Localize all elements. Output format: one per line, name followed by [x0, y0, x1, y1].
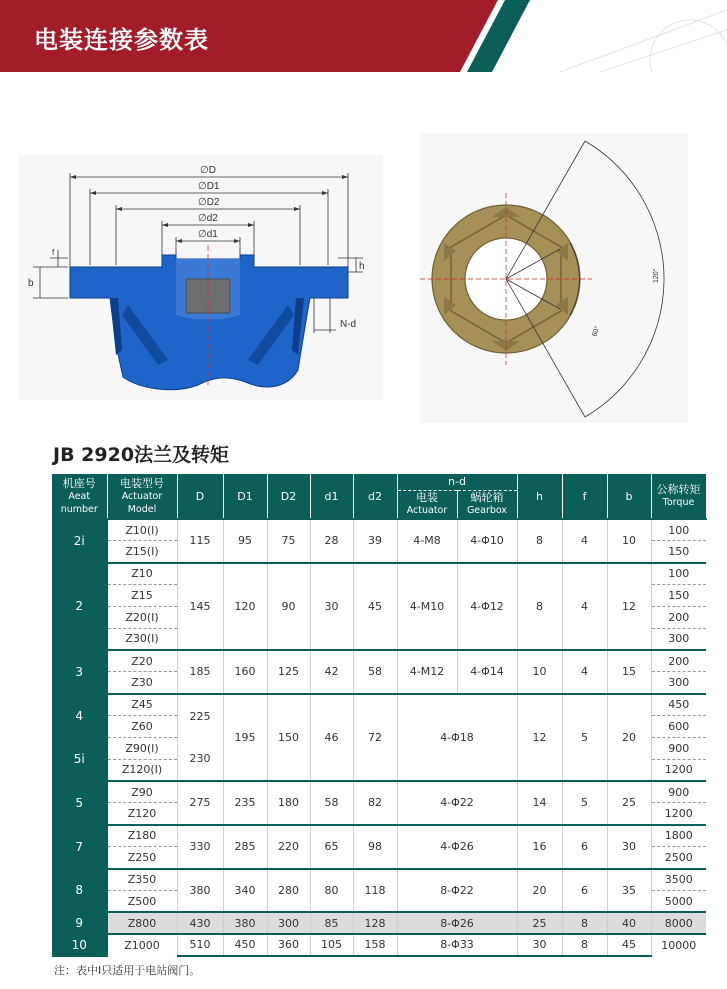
col-seat-header: 机座号 Aeat number	[52, 474, 107, 519]
D1-cell: 195	[223, 694, 267, 781]
footnote: 注：表中I只适用于电站阀门。	[54, 964, 201, 977]
model-cell: Z60	[107, 716, 177, 738]
torque-cell: 1200	[664, 807, 693, 821]
nd-actuator-cell: 4-M8	[397, 519, 457, 563]
D2-cell: 150	[267, 694, 310, 781]
col-actuator-header: 电装 Actuator	[397, 490, 457, 519]
D-cell: 145	[177, 563, 223, 650]
d1-cell: 65	[310, 825, 353, 869]
d2-cell: 39	[353, 519, 397, 563]
nd-cell: 4-Φ26	[397, 825, 517, 869]
flange-top-view-drawing	[420, 133, 688, 423]
torque-cell: 300	[668, 676, 690, 690]
dim-d1-label: ∅d1	[198, 229, 218, 240]
h-cell: 14	[517, 781, 562, 825]
torque-cell: 450	[651, 694, 706, 716]
torque-cell: 900	[651, 737, 706, 759]
model-cell: Z30	[107, 672, 177, 694]
torque-cell: 100	[651, 519, 706, 541]
d1-cell: 85	[310, 912, 353, 934]
f-cell: 4	[562, 563, 607, 650]
flange-torque-table	[52, 474, 707, 957]
nd-gearbox-cell: 4-Φ10	[457, 519, 517, 563]
d1-cell: 28	[310, 519, 353, 563]
f-cell: 8	[562, 912, 607, 934]
model-cell: Z20	[107, 650, 177, 672]
b-cell: 12	[607, 563, 651, 650]
seat-cell: 7	[52, 825, 107, 869]
d2-cell: 98	[353, 825, 397, 869]
D2-cell: 220	[267, 825, 310, 869]
table-row	[52, 519, 706, 541]
model-cell: Z250	[107, 847, 177, 869]
D-cell: 380	[177, 869, 223, 913]
col-gearbox-header: 蜗轮箱 Gearbox	[457, 490, 517, 519]
col-b-header: b	[607, 474, 651, 519]
table-row	[52, 912, 706, 934]
h-cell: 12	[517, 694, 562, 781]
b-cell: 30	[607, 825, 651, 869]
d1-cell: 30	[310, 563, 353, 650]
torque-cell: 100	[651, 563, 706, 585]
D-cell: 330	[177, 825, 223, 869]
dim-f-label: f	[52, 248, 55, 257]
torque-cell: 10000	[651, 934, 706, 956]
col-d2-header: d2	[353, 474, 397, 519]
seat-cell: 3	[52, 650, 107, 694]
model-cell: Z500	[107, 890, 177, 912]
nd-cell: 8-Φ26	[397, 912, 517, 934]
D2-cell: 125	[267, 650, 310, 694]
seat-cell: 8	[52, 869, 107, 913]
f-cell: 4	[562, 650, 607, 694]
d1-cell: 105	[310, 934, 353, 956]
torque-cell: 150	[651, 585, 706, 607]
dim-b-label: b	[28, 278, 34, 289]
model-cell: Z120(I)	[107, 759, 177, 781]
seat-cell: 2i	[52, 519, 107, 563]
model-cell: Z1000	[107, 934, 177, 956]
D1-cell: 95	[223, 519, 267, 563]
torque-cell: 200	[651, 606, 706, 628]
col-D2-header: D2	[267, 474, 310, 519]
h-cell: 8	[517, 563, 562, 650]
torque-cell: 2500	[664, 850, 693, 864]
col-torque-header: 公称转矩 Torque	[651, 474, 706, 519]
nd-cell: 8-Φ22	[397, 869, 517, 913]
torque-cell: 200	[651, 650, 706, 672]
table-row	[52, 694, 706, 716]
model-cell: Z15(I)	[107, 541, 177, 563]
d2-cell: 82	[353, 781, 397, 825]
flange-section-drawing	[18, 155, 383, 400]
d2-cell: 72	[353, 694, 397, 781]
b-cell: 10	[607, 519, 651, 563]
angle-60-label: 60°	[591, 325, 602, 338]
model-cell: Z10	[107, 563, 177, 585]
h-cell: 10	[517, 650, 562, 694]
D1-cell: 285	[223, 825, 267, 869]
col-h-header: h	[517, 474, 562, 519]
col-D-header: D	[177, 474, 223, 519]
d2-cell: 45	[353, 563, 397, 650]
table-row	[52, 563, 706, 585]
torque-cell: 300	[668, 632, 690, 646]
b-cell: 35	[607, 869, 651, 913]
f-cell: 4	[562, 519, 607, 563]
torque-cell: 150	[668, 545, 690, 559]
d2-cell: 58	[353, 650, 397, 694]
dim-nd-label: N-d	[340, 319, 357, 330]
seat-cell: 2	[52, 563, 107, 650]
seat-cell: 9	[52, 912, 107, 934]
model-cell: Z800	[107, 912, 177, 934]
D1-cell: 380	[223, 912, 267, 934]
b-cell: 15	[607, 650, 651, 694]
D-cell: 115	[177, 519, 223, 563]
h-cell: 20	[517, 869, 562, 913]
nd-cell: 4-Φ22	[397, 781, 517, 825]
d1-cell: 46	[310, 694, 353, 781]
D1-cell: 160	[223, 650, 267, 694]
D1-cell: 340	[223, 869, 267, 913]
model-cell: Z30(I)	[107, 628, 177, 650]
torque-cell: 5000	[664, 894, 693, 908]
model-cell: Z350	[107, 869, 177, 891]
dim-D-label: ∅D	[200, 165, 216, 176]
model-cell: Z120	[107, 803, 177, 825]
D2-cell: 300	[267, 912, 310, 934]
torque-cell: 600	[651, 716, 706, 738]
b-cell: 40	[607, 912, 651, 934]
d1-cell: 42	[310, 650, 353, 694]
nd-gearbox-cell: 4-Φ14	[457, 650, 517, 694]
nd-actuator-cell: 4-M10	[397, 563, 457, 650]
D2-cell: 75	[267, 519, 310, 563]
model-cell: Z15	[107, 585, 177, 607]
d2-cell: 158	[353, 934, 397, 956]
dim-h-label: h	[359, 261, 365, 272]
D1-cell: 450	[223, 934, 267, 956]
table-row	[52, 825, 706, 847]
nd-actuator-cell: 4-M12	[397, 650, 457, 694]
d2-cell: 128	[353, 912, 397, 934]
model-cell: Z90(I)	[107, 737, 177, 759]
dim-d2-label: ∅d2	[198, 213, 218, 224]
d1-cell: 80	[310, 869, 353, 913]
h-cell: 25	[517, 912, 562, 934]
page-title: 电装连接参数表	[34, 26, 209, 54]
section-title: JB 2920法兰及转矩	[53, 444, 230, 466]
f-cell: 5	[562, 694, 607, 781]
D2-cell: 280	[267, 869, 310, 913]
D-cell: 275	[177, 781, 223, 825]
h-cell: 30	[517, 934, 562, 956]
D1-cell: 120	[223, 563, 267, 650]
table-row	[52, 934, 706, 956]
nd-gearbox-cell: 4-Φ12	[457, 563, 517, 650]
seat-cell: 5	[52, 781, 107, 825]
model-cell: Z45	[107, 694, 177, 716]
nd-cell: 8-Φ33	[397, 934, 517, 956]
d1-cell: 58	[310, 781, 353, 825]
seat-cell: 10	[52, 934, 107, 956]
f-cell: 5	[562, 781, 607, 825]
dim-D1-label: ∅D1	[198, 181, 220, 192]
model-cell: Z20(I)	[107, 606, 177, 628]
col-model-header: 电装型号 Actuator Model	[107, 474, 177, 519]
f-cell: 8	[562, 934, 607, 956]
b-cell: 20	[607, 694, 651, 781]
torque-cell: 900	[651, 781, 706, 803]
f-cell: 6	[562, 869, 607, 913]
d2-cell: 118	[353, 869, 397, 913]
model-cell: Z90	[107, 781, 177, 803]
seat-cell: 5i	[52, 737, 107, 781]
torque-cell: 8000	[651, 912, 706, 934]
table-row	[52, 650, 706, 672]
seat-cell: 4	[52, 694, 107, 738]
table-row	[52, 869, 706, 891]
torque-cell: 1200	[664, 763, 693, 777]
torque-cell: 3500	[651, 869, 706, 891]
D-cell: 185	[177, 650, 223, 694]
col-nd-header: n-d	[397, 474, 517, 490]
col-D1-header: D1	[223, 474, 267, 519]
D2-cell: 360	[267, 934, 310, 956]
torque-cell: 1800	[651, 825, 706, 847]
model-cell: Z180	[107, 825, 177, 847]
dim-D2-label: ∅D2	[198, 197, 220, 208]
nd-cell: 4-Φ18	[397, 694, 517, 781]
model-cell: Z10(I)	[107, 519, 177, 541]
D-cell: 510	[177, 934, 223, 956]
D-cell: 230	[177, 737, 223, 781]
b-cell: 25	[607, 781, 651, 825]
col-f-header: f	[562, 474, 607, 519]
D-cell: 225	[177, 694, 223, 738]
col-d1-header: d1	[310, 474, 353, 519]
h-cell: 8	[517, 519, 562, 563]
angle-120-label: 120°	[653, 268, 660, 283]
D1-cell: 235	[223, 781, 267, 825]
D2-cell: 180	[267, 781, 310, 825]
b-cell: 45	[607, 934, 651, 956]
f-cell: 6	[562, 825, 607, 869]
D2-cell: 90	[267, 563, 310, 650]
h-cell: 16	[517, 825, 562, 869]
table-row	[52, 781, 706, 803]
D-cell: 430	[177, 912, 223, 934]
